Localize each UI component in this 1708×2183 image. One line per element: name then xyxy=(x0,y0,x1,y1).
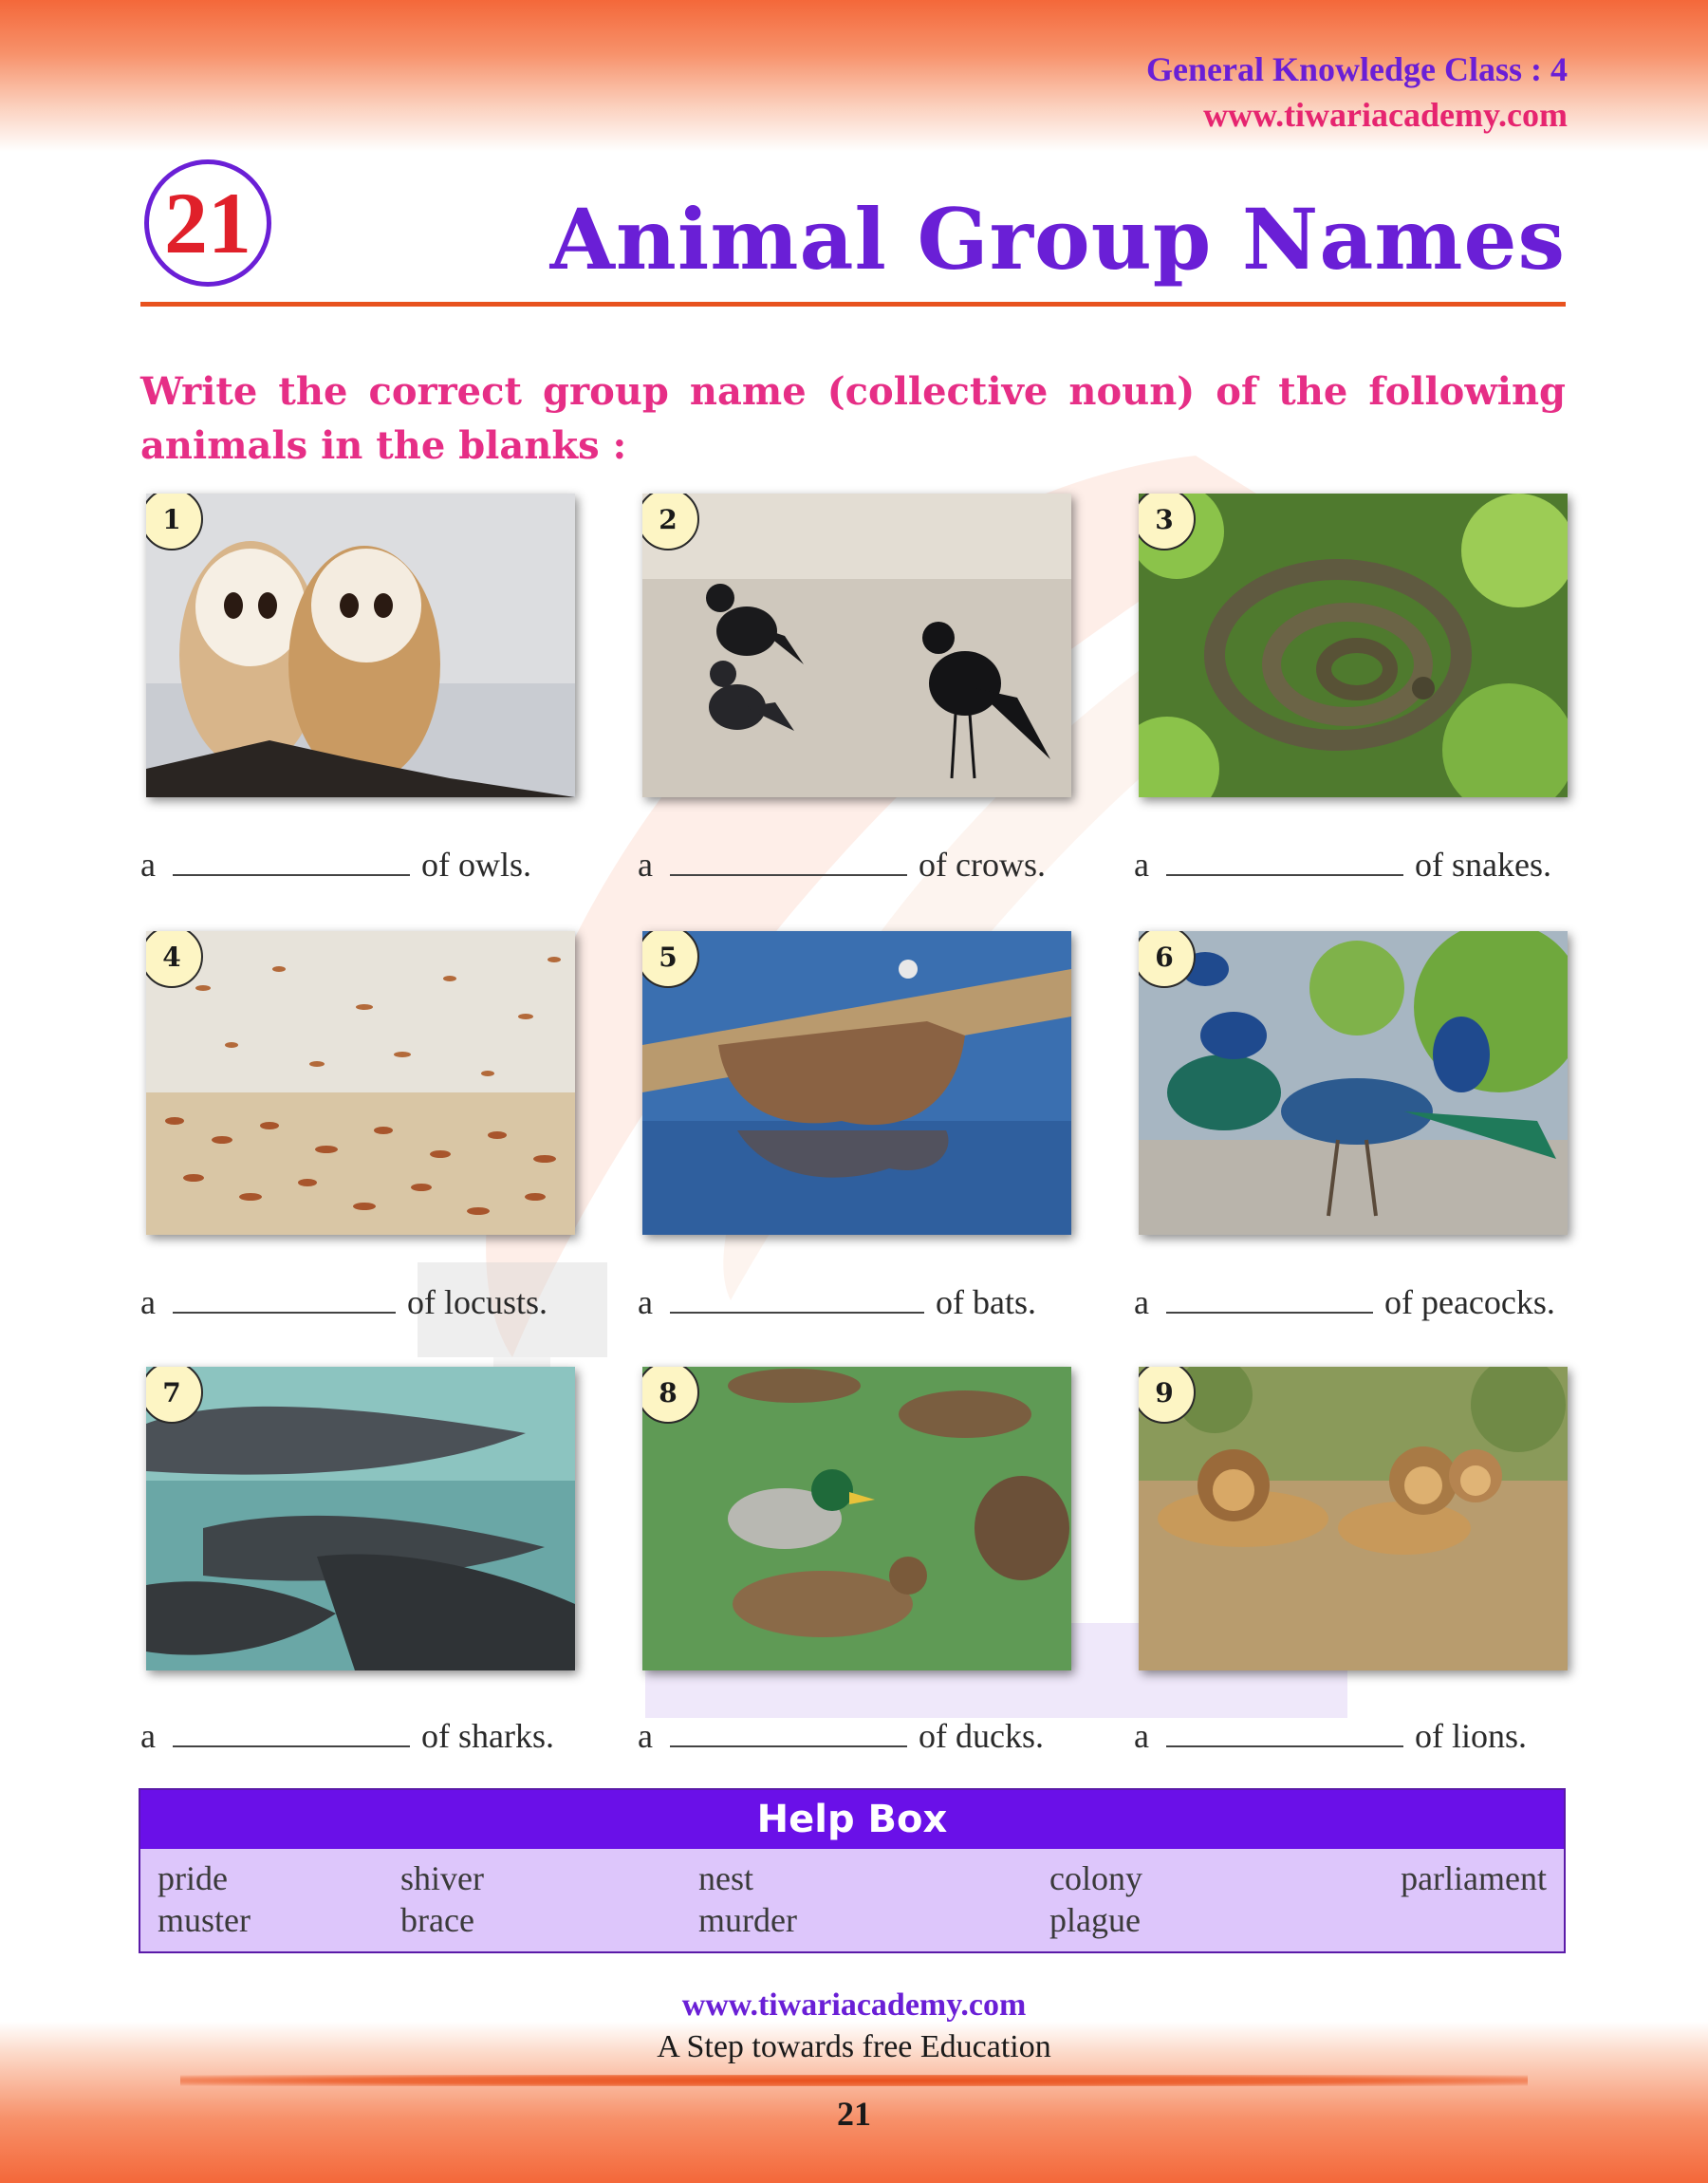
lions-image xyxy=(1139,1367,1568,1670)
sentence-suffix: of crows. xyxy=(918,846,1046,884)
help-word: murder xyxy=(698,1901,797,1939)
footer-divider xyxy=(180,2075,1528,2086)
sentence-ducks xyxy=(638,1716,1074,1758)
article-text: a xyxy=(638,1283,653,1321)
sentence-sharks xyxy=(140,1716,577,1758)
title-divider xyxy=(140,302,1566,307)
sentence-suffix: of ducks. xyxy=(918,1717,1044,1755)
answer-blank[interactable] xyxy=(670,1717,907,1747)
help-word: shiver xyxy=(400,1859,484,1897)
answer-blank[interactable] xyxy=(1166,1283,1373,1314)
article-text: a xyxy=(140,1283,156,1321)
sentence-suffix: of owls. xyxy=(420,846,531,884)
item-number-badge: 6 xyxy=(1139,931,1196,988)
crows-image xyxy=(642,494,1071,797)
article-text: a xyxy=(1134,846,1149,884)
page-number: 21 xyxy=(837,2095,871,2133)
article-text: a xyxy=(140,1717,156,1755)
article-text: a xyxy=(638,1717,653,1755)
help-word: pride xyxy=(158,1859,228,1897)
sentence-suffix: of locusts. xyxy=(406,1283,548,1321)
chapter-number-circle xyxy=(144,159,271,287)
help-word: brace xyxy=(400,1901,474,1939)
sentence-suffix: of snakes. xyxy=(1414,846,1551,884)
answer-blank[interactable] xyxy=(670,846,907,876)
help-box-title: Help Box xyxy=(140,1790,1564,1849)
help-word: plague xyxy=(1049,1901,1141,1939)
item-number-badge: 1 xyxy=(146,494,203,550)
answer-blank[interactable] xyxy=(1166,846,1403,876)
article-text: a xyxy=(1134,1717,1149,1755)
answer-blank[interactable] xyxy=(1166,1717,1403,1747)
sentence-snakes xyxy=(1134,845,1570,886)
item-number-badge: 2 xyxy=(642,494,699,550)
item-number-badge: 3 xyxy=(1139,494,1196,550)
answer-blank[interactable] xyxy=(670,1283,924,1314)
sentence-suffix: of peacocks. xyxy=(1383,1283,1555,1321)
page-title: Animal Group Names xyxy=(549,190,1566,289)
owls-image xyxy=(146,494,575,797)
sentence-crows xyxy=(638,845,1074,886)
help-word: nest xyxy=(698,1859,753,1897)
answer-blank[interactable] xyxy=(173,846,410,876)
sentence-bats xyxy=(638,1282,1074,1324)
peacocks-image xyxy=(1139,931,1568,1235)
bats-image xyxy=(642,931,1071,1235)
item-number-badge: 4 xyxy=(146,931,203,988)
header-url[interactable]: www.tiwariacademy.com xyxy=(1203,96,1568,134)
footer-tagline: A Step towards free Education xyxy=(657,2029,1051,2064)
sentence-suffix: of bats. xyxy=(935,1283,1036,1321)
sentence-suffix: of sharks. xyxy=(420,1717,554,1755)
item-number-badge: 5 xyxy=(642,931,699,988)
article-text: a xyxy=(638,846,653,884)
article-text: a xyxy=(140,846,156,884)
help-box xyxy=(139,1788,1566,1953)
item-number-badge: 7 xyxy=(146,1367,203,1424)
help-word: colony xyxy=(1049,1859,1142,1897)
sentence-peacocks xyxy=(1134,1282,1570,1324)
class-label: General Knowledge Class : 4 xyxy=(1146,50,1568,88)
instruction-text: Write the correct group name (collective noun) of the following animals in the blanks : xyxy=(140,369,1566,468)
answer-blank[interactable] xyxy=(173,1283,396,1314)
help-word: muster xyxy=(158,1901,251,1939)
item-number-badge: 8 xyxy=(642,1367,699,1424)
ducks-image xyxy=(642,1367,1071,1670)
sentence-lions xyxy=(1134,1716,1570,1758)
chapter-number: 21 xyxy=(164,175,251,271)
answer-blank[interactable] xyxy=(173,1717,410,1747)
help-word: parliament xyxy=(1401,1859,1547,1897)
sentence-suffix: of lions. xyxy=(1414,1717,1527,1755)
locusts-image xyxy=(146,931,575,1235)
footer-url[interactable]: www.tiwariacademy.com xyxy=(681,1987,1027,2023)
item-number-badge: 9 xyxy=(1139,1367,1196,1424)
article-text: a xyxy=(1134,1283,1149,1321)
sharks-image xyxy=(146,1367,575,1670)
snakes-image xyxy=(1139,494,1568,797)
sentence-locusts xyxy=(140,1282,577,1324)
sentence-owls xyxy=(140,845,577,886)
